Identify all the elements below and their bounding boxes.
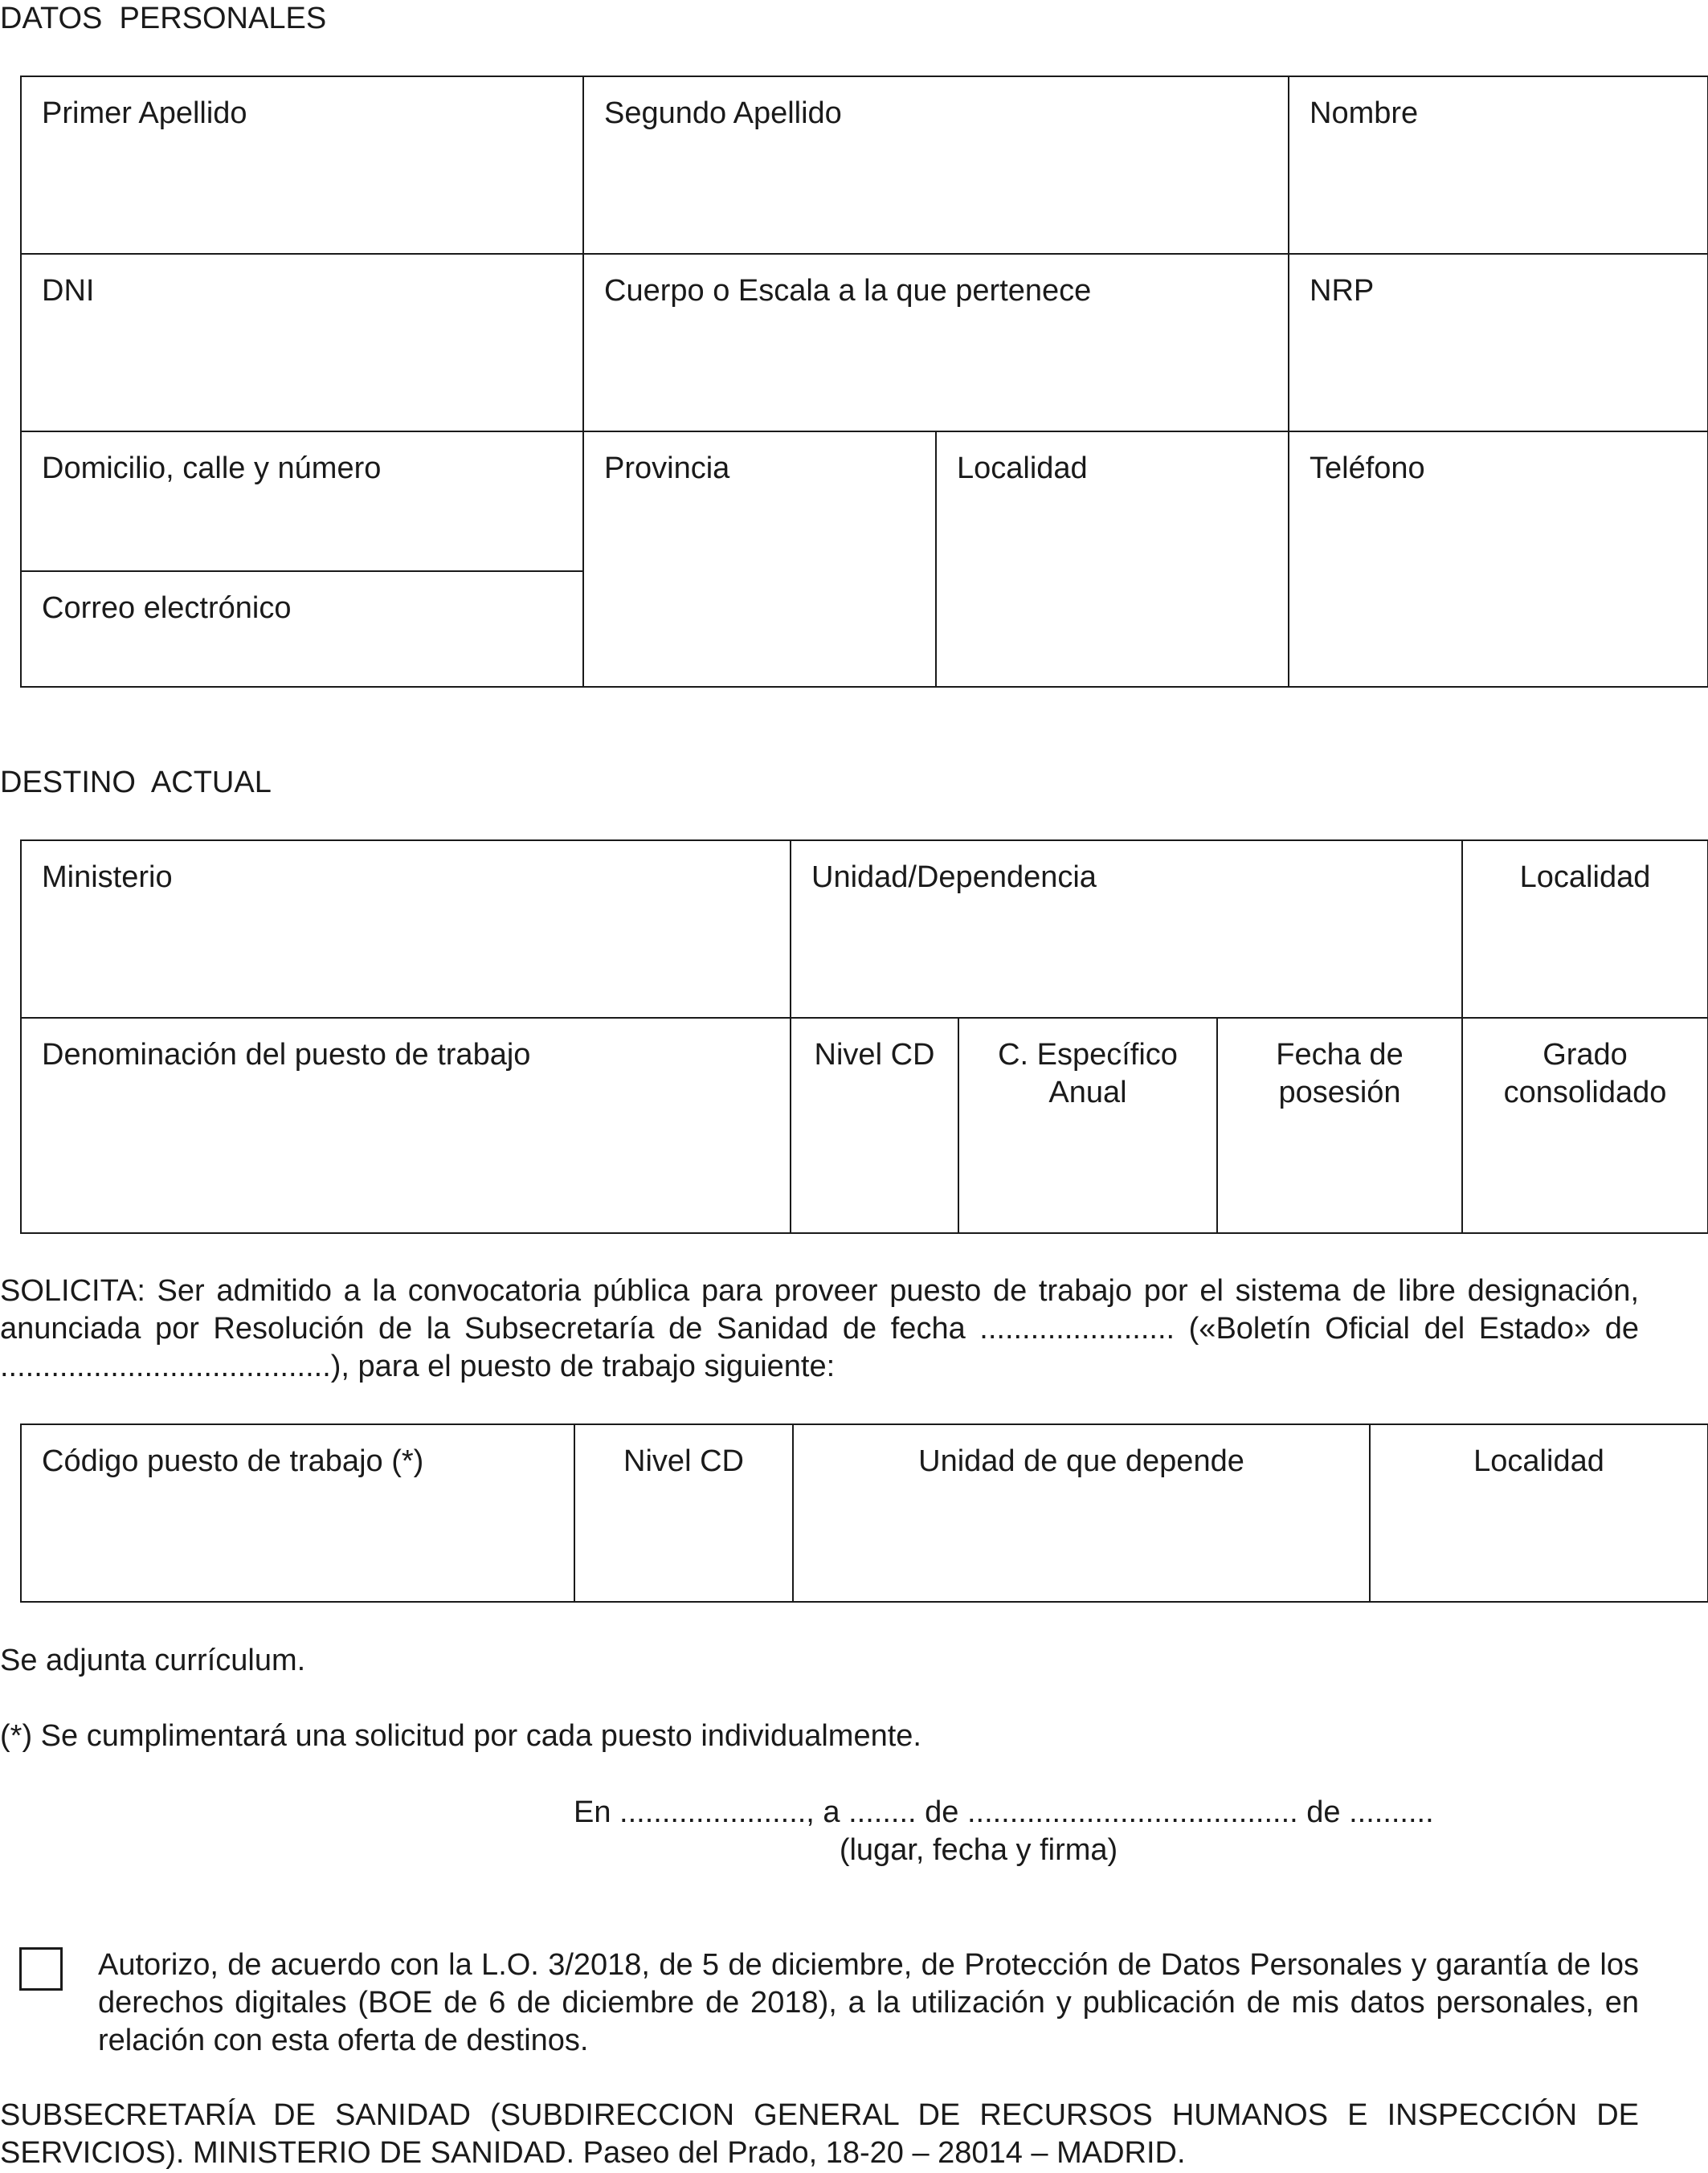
nombre-label: Nombre bbox=[1310, 96, 1419, 130]
curriculum-note: Se adjunta currículum. bbox=[0, 1644, 306, 1677]
localidad-label: Localidad bbox=[957, 451, 1088, 485]
current-post-table bbox=[20, 839, 1708, 1234]
telefono-label: Teléfono bbox=[1310, 451, 1425, 485]
footer-address: SUBSECRETARÍA DE SANIDAD (SUBDIRECCION GENERAL DE RECURSOS HUMANOS E INSPECCIÓN DE SERVICIOS). MINISTERIO DE SANIDAD. Paseo del Prado, 18-20 – 28014 – MADRID. bbox=[0, 2098, 1639, 2170]
dni-label: DNI bbox=[42, 274, 95, 308]
grado-field[interactable] bbox=[1462, 1018, 1708, 1233]
destino-localidad-field[interactable] bbox=[1462, 840, 1708, 1018]
puesto-nivel-cd-label: Nivel CD bbox=[623, 1444, 744, 1478]
nombre-field[interactable] bbox=[1289, 76, 1708, 254]
signature-caption: (lugar, fecha y firma) bbox=[839, 1833, 1118, 1867]
unidad-dependencia-label: Unidad/Dependencia bbox=[811, 860, 1097, 894]
asterisk-note: (*) Se cumplimentará una solicitud por cada puesto individualmente. bbox=[0, 1719, 921, 1753]
nivel-cd-field[interactable] bbox=[791, 1018, 958, 1233]
dni-field[interactable] bbox=[21, 254, 583, 431]
nrp-label: NRP bbox=[1310, 274, 1375, 308]
unidad-depende-field[interactable] bbox=[793, 1424, 1370, 1602]
primer-apellido-label: Primer Apellido bbox=[42, 96, 247, 130]
puesto-localidad-field[interactable] bbox=[1370, 1424, 1708, 1602]
grado-label: Grado consolidado bbox=[1503, 1038, 1667, 1109]
requested-post-table bbox=[20, 1423, 1708, 1603]
ministerio-label: Ministerio bbox=[42, 860, 173, 894]
denominacion-field[interactable] bbox=[21, 1018, 791, 1233]
codigo-puesto-field[interactable] bbox=[21, 1424, 574, 1602]
codigo-puesto-label: Código puesto de trabajo (*) bbox=[42, 1444, 424, 1478]
cuerpo-label: Cuerpo o Escala a la que pertenece bbox=[604, 274, 1092, 308]
fecha-posesion-label: Fecha de posesión bbox=[1276, 1038, 1404, 1109]
nrp-field[interactable] bbox=[1289, 254, 1708, 431]
c-especifico-field[interactable] bbox=[958, 1018, 1217, 1233]
primer-apellido-field[interactable] bbox=[21, 76, 583, 254]
solicita-paragraph: SOLICITA: Ser admitido a la convocatoria pública para proveer puesto de trabajo por el sistema de libre designación, anunciada por Resolución de la Subsecretaría de Sanidad de fecha ....................... («Boletín Oficial del Estado» de .......................................), para el puesto de trabajo siguiente: bbox=[0, 1274, 1639, 1383]
fecha-posesion-field[interactable] bbox=[1217, 1018, 1462, 1233]
segundo-apellido-label: Segundo Apellido bbox=[604, 96, 842, 130]
nivel-cd-label: Nivel CD bbox=[814, 1038, 935, 1072]
localidad-field[interactable] bbox=[936, 431, 1289, 687]
section-title-destino-actual: DESTINO ACTUAL bbox=[0, 766, 272, 799]
puesto-localidad-label: Localidad bbox=[1473, 1444, 1604, 1478]
c-especifico-label: C. Específico Anual bbox=[998, 1038, 1178, 1109]
correo-label: Correo electrónico bbox=[42, 591, 292, 625]
provincia-field[interactable] bbox=[583, 431, 936, 687]
personal-data-table bbox=[20, 76, 1708, 688]
authorization-checkbox[interactable] bbox=[19, 1947, 63, 1991]
cuerpo-field[interactable] bbox=[583, 254, 1289, 431]
correo-field[interactable] bbox=[21, 571, 583, 687]
unidad-depende-label: Unidad de que depende bbox=[918, 1444, 1244, 1478]
telefono-field[interactable] bbox=[1289, 431, 1708, 687]
segundo-apellido-field[interactable] bbox=[583, 76, 1289, 254]
destino-localidad-label: Localidad bbox=[1519, 860, 1651, 894]
signature-line: En ......................, a ........ de ....................................... de .......... bbox=[574, 1795, 1434, 1829]
provincia-label: Provincia bbox=[604, 451, 730, 485]
denominacion-label: Denominación del puesto de trabajo bbox=[42, 1038, 531, 1072]
section-title-datos-personales: DATOS PERSONALES bbox=[0, 2, 327, 35]
domicilio-label: Domicilio, calle y número bbox=[42, 451, 382, 485]
unidad-dependencia-field[interactable] bbox=[791, 840, 1462, 1018]
authorization-text: Autorizo, de acuerdo con la L.O. 3/2018, de 5 de diciembre, de Protección de Datos Personales y garantía de los derechos digitales (BOE de 6 de diciembre de 2018), a la utilización y publicación de mis datos personales, en relación con esta oferta de destinos. bbox=[98, 1948, 1639, 2057]
ministerio-field[interactable] bbox=[21, 840, 791, 1018]
puesto-nivel-cd-field[interactable] bbox=[574, 1424, 793, 1602]
domicilio-field[interactable] bbox=[21, 431, 583, 571]
